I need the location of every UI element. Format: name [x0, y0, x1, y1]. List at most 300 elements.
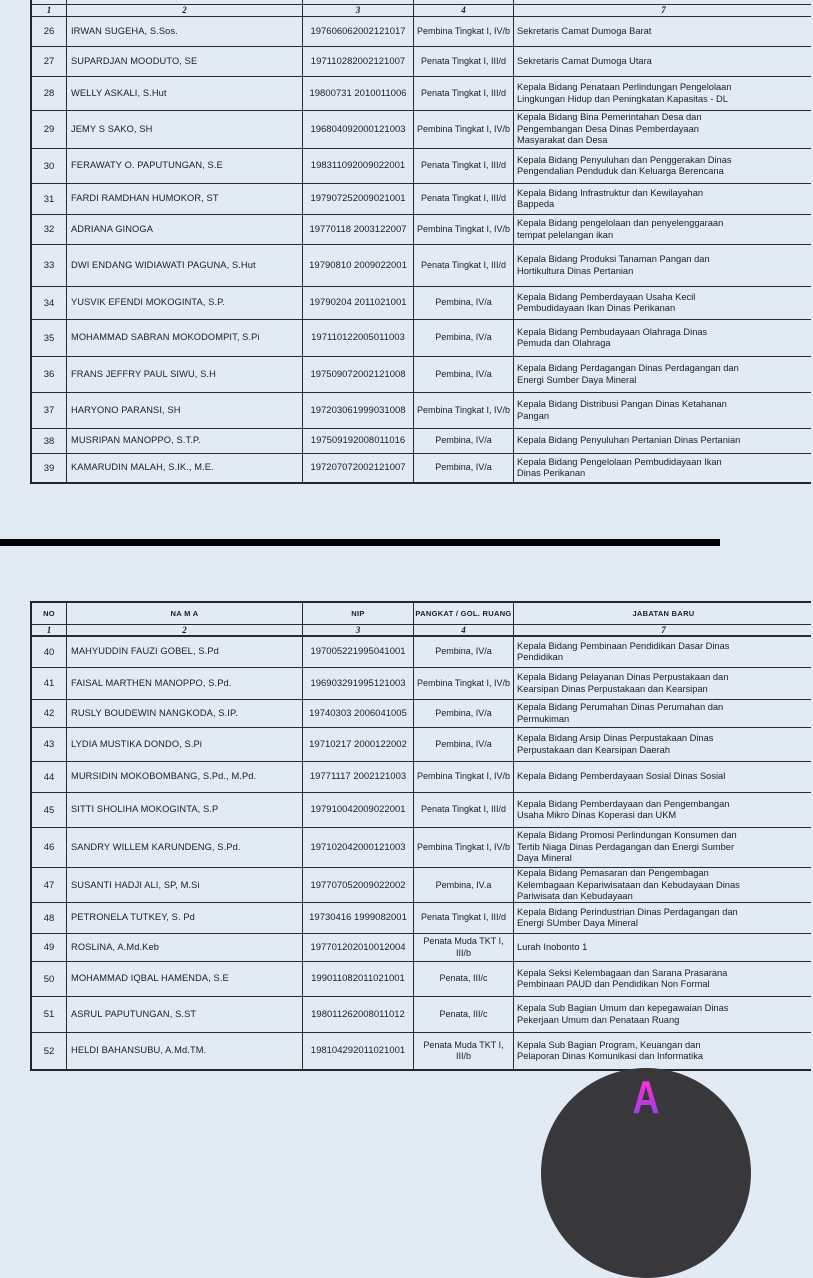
nip-number: 19730416 1999082001 [309, 912, 407, 924]
cell-name [66, 668, 302, 699]
column-header: NA M A [66, 603, 302, 624]
nip-number: 198104292011021001 [310, 1045, 406, 1057]
column-number: 1 [46, 5, 52, 15]
column-number: 7 [513, 625, 813, 635]
cell-position [513, 793, 813, 827]
cell-no: 49 [43, 942, 55, 953]
table-row [32, 934, 811, 962]
nip-number: 197701202010012004 [310, 941, 406, 953]
text-line: Pembina, IV/a [435, 435, 492, 446]
cell-name [66, 47, 302, 76]
nip-number: 198011262008011012 [311, 1008, 405, 1020]
text-line: III/b [455, 1051, 471, 1061]
cell-rank [413, 149, 513, 183]
column-number: 3 [302, 625, 413, 635]
cell-nip [302, 868, 413, 903]
cell-rank [413, 793, 513, 827]
cell-position [513, 934, 813, 961]
text-line: Masyarakat dan Desa [517, 135, 608, 146]
text-line: Kepala Bidang Penyuluhan dan Penggerakan Dinas [517, 154, 732, 165]
cell-position [513, 393, 813, 428]
column-number: 3 [302, 5, 413, 16]
cell-position [513, 637, 813, 667]
person-name: FERAWATY O. PAPUTUNGAN, S.E [71, 160, 223, 171]
cell-nip [302, 17, 413, 46]
cell-name [66, 215, 302, 244]
table-row [32, 77, 811, 111]
text-line: Kepala Bidang Pemberdayaan Sosial Dinas Sosial [517, 771, 726, 782]
cell-rank [413, 962, 513, 996]
cell-name [66, 762, 302, 792]
cell-nip [302, 728, 413, 761]
cell-rank [413, 700, 513, 727]
text-line: III/b [455, 947, 471, 958]
text-line: Pembina, IV/a [435, 297, 492, 308]
cell-no: 26 [43, 26, 55, 37]
person-name: SUSANTI HADJI ALI, SP, M.Si [71, 879, 200, 890]
cell-no: 39 [43, 462, 55, 474]
text-line: Lingkungan Hidup dan Peningkatan Kapasitas - DL [517, 93, 728, 104]
cell-nip [302, 111, 413, 148]
cell-nip [302, 149, 413, 183]
person-name: PETRONELA TUTKEY, S. Pd [71, 912, 195, 923]
cell-no: 34 [43, 297, 55, 309]
text-line: Permukiman [517, 713, 570, 724]
table-row [32, 47, 811, 77]
header-row [32, 603, 811, 625]
cell-nip [302, 393, 413, 428]
cell-rank [413, 47, 513, 76]
cell-position [513, 77, 813, 110]
cell-rank [413, 77, 513, 110]
text-line: Energi SUmber Daya Mineral [517, 918, 638, 928]
text-line: Kepala Bidang Distribusi Pangan Dinas Ketahanan [517, 399, 727, 409]
cell-rank [413, 668, 513, 699]
cell-nip [302, 762, 413, 792]
table-row [32, 637, 811, 668]
assistant-a-icon: A [560, 1074, 732, 1120]
cell-no: 42 [43, 708, 55, 719]
cell-rank [413, 245, 513, 286]
table-row [32, 793, 811, 828]
nip-number: 197005221995041001 [310, 646, 406, 658]
cell-nip [302, 700, 413, 727]
column-number-row [32, 625, 811, 637]
cell-no: 47 [43, 879, 55, 891]
nip-number: 198311092009022001 [310, 160, 406, 172]
table-row [32, 728, 811, 762]
cell-nip [302, 1033, 413, 1069]
cell-no: 48 [43, 912, 55, 924]
cell-name [66, 77, 302, 110]
cell-position [513, 828, 813, 867]
nip-number: 19790810 2009022001 [309, 259, 407, 271]
cell-no: 35 [43, 332, 55, 344]
text-line: Kepala Sub Bagian Umum dan kepegawaian Dinas [517, 1003, 729, 1013]
cell-rank [413, 728, 513, 761]
nip-number: 196804092000121003 [310, 123, 406, 135]
person-name: SUPARDJAN MOODUTO, SE [71, 55, 198, 66]
assistant-logo-button[interactable] [541, 1068, 751, 1278]
column-number: 1 [46, 624, 52, 635]
column-number-row [32, 5, 811, 17]
table-row [32, 1033, 811, 1069]
person-name: LYDIA MUSTIKA DONDO, S.Pi [71, 738, 202, 749]
nip-number: 196903291995121003 [310, 677, 406, 689]
person-name: KAMARUDIN MALAH, S.IK., M.E. [71, 462, 214, 473]
person-name: ADRIANA GINOGA [71, 223, 153, 234]
text-line: Pangan [517, 410, 550, 421]
header-cell [32, 0, 66, 4]
table-row [32, 17, 811, 47]
nip-number: 19770118 2003122007 [309, 223, 407, 235]
cell-rank [413, 934, 513, 961]
text-line: Sekretaris Camat Dumoga Barat [517, 25, 652, 36]
text-line: Kepala Bidang Promosi Perlindungan Konsumen dan [517, 830, 737, 841]
text-line: tempat pelelangan ikan [517, 229, 614, 240]
cell-nip [302, 962, 413, 996]
lower-personnel-table [30, 601, 811, 1071]
text-line: Kepala Bidang Pemasaran dan Pengembagan [517, 868, 709, 878]
text-line: Kepala Bidang Infrastruktur dan Kewilayahan [517, 187, 704, 198]
cell-name [66, 700, 302, 727]
text-line: Pemuda dan Olahraga [517, 338, 611, 348]
cell-nip [302, 637, 413, 667]
column-number: 4 [413, 625, 513, 635]
person-name: MAHYUDDIN FAUZI GOBEL, S.Pd [71, 646, 219, 657]
text-line: Kepala Bidang Perindustrian Dinas Perdagangan dan [517, 906, 738, 917]
cell-nip [302, 215, 413, 244]
cell-position [513, 149, 813, 183]
cell-rank [413, 393, 513, 428]
text-line: Pembina Tingkat I, IV/b [416, 25, 511, 36]
cell-nip [302, 997, 413, 1032]
cell-rank [413, 903, 513, 933]
text-line: Pembina, IV/a [435, 646, 492, 657]
header-cell [513, 0, 813, 4]
text-line: Usaha Mikro Dinas Koperasi dan UKM [517, 810, 677, 820]
cell-rank [413, 215, 513, 244]
person-name: IRWAN SUGEHA, S.Sos. [71, 25, 178, 36]
text-line: Pembina, IV/a [435, 462, 492, 473]
cell-name [66, 637, 302, 667]
cell-position [513, 762, 813, 792]
cell-rank [413, 637, 513, 667]
text-line: Pembina, IV.a [435, 879, 492, 890]
cell-no: 31 [43, 193, 55, 205]
nip-number: 197606062002121017 [310, 25, 406, 37]
cell-no: 51 [43, 1009, 55, 1020]
page-divider [0, 539, 720, 546]
column-header: PANGKAT / GOL. RUANG [413, 603, 513, 624]
text-line: Penata Tingkat I, III/d [420, 193, 507, 204]
text-line: Bappeda [517, 199, 555, 209]
text-line: Penata, III/c [439, 1008, 488, 1019]
nip-number: 197509192008011016 [310, 435, 406, 447]
text-line: Penata Tingkat I, III/d [420, 804, 507, 815]
cell-position [513, 47, 813, 76]
cell-nip [302, 454, 413, 482]
person-name: MURSIDIN MOKOBOMBANG, S.Pd., M.Pd. [71, 771, 257, 782]
column-header: NO [43, 609, 55, 618]
cell-position [513, 17, 813, 46]
text-line: Pembina, IV/a [435, 332, 492, 343]
cell-position [513, 245, 813, 286]
cell-name [66, 17, 302, 46]
cell-nip [302, 245, 413, 286]
text-line: Pembina, IV/a [435, 738, 492, 749]
cell-nip [302, 828, 413, 867]
cell-no: 32 [43, 224, 55, 235]
table-row [32, 903, 811, 934]
nip-number: 19740303 2006041005 [309, 707, 407, 719]
cell-no: 46 [43, 842, 55, 853]
cell-nip [302, 357, 413, 392]
text-line: Pembinaan PAUD dan Pendidikan Non Formal [517, 979, 710, 989]
cell-position [513, 215, 813, 244]
cell-no: 30 [43, 160, 55, 172]
nip-number: 197203061999031008 [310, 404, 406, 416]
table-row [32, 962, 811, 997]
person-name: MOHAMMAD IQBAL HAMENDA, S.E [71, 973, 229, 984]
cell-name [66, 454, 302, 482]
nip-number: 197509072002121008 [310, 368, 406, 380]
cell-no: 36 [43, 369, 55, 380]
cell-nip [302, 668, 413, 699]
cell-name [66, 934, 302, 961]
cell-position [513, 728, 813, 761]
person-name: SANDRY WILLEM KARUNDENG, S.Pd. [71, 841, 241, 852]
person-name: WELLY ASKALI, S.Hut [71, 87, 167, 98]
person-name: FRANS JEFFRY PAUL SIWU, S.H [71, 368, 216, 379]
upper-personnel-table [30, 0, 811, 484]
person-name: FAISAL MARTHEN MANOPPO, S.Pd. [71, 677, 232, 688]
cell-nip [302, 320, 413, 356]
column-header: NIP [302, 603, 413, 624]
cell-rank [413, 111, 513, 148]
nip-number: 197907252009021001 [310, 193, 406, 205]
nip-number: 197110282002121007 [310, 55, 406, 67]
text-line: Penata Tingkat I, III/d [420, 55, 507, 66]
cell-position [513, 868, 813, 903]
nip-number: 197707052009022002 [310, 879, 406, 891]
cell-no: 52 [43, 1045, 55, 1057]
text-line: Kepala Bidang Perumahan Dinas Perumahan dan [517, 702, 724, 712]
cell-rank [413, 429, 513, 453]
nip-number: 199011082011021001 [311, 973, 405, 985]
cell-name [66, 728, 302, 761]
nip-number: 19790204 2011021001 [309, 297, 407, 309]
text-line: Pekerjaan Umum dan Penataan Ruang [517, 1014, 680, 1025]
cell-rank [413, 17, 513, 46]
cell-nip [302, 903, 413, 933]
text-line: Penata Muda TKT I, [423, 936, 504, 946]
text-line: Tertib Niaga Dinas Perdagangan dan Energi Sumber [517, 841, 735, 852]
cell-no: 33 [43, 260, 55, 271]
text-line: Pembina Tingkat I, IV/b [416, 404, 511, 415]
cell-name [66, 287, 302, 319]
cell-rank [413, 320, 513, 356]
text-line: Dinas Perikanan [517, 468, 586, 478]
nip-number: 19771117 2002121003 [309, 771, 407, 783]
text-line: Pembina Tingkat I, IV/b [416, 123, 511, 134]
cell-no: 37 [43, 405, 55, 416]
header-cell [413, 0, 513, 4]
cell-rank [413, 1033, 513, 1069]
table-row [32, 393, 811, 429]
text-line: Daya Mineral [517, 853, 572, 864]
cell-nip [302, 793, 413, 827]
cell-no: 38 [43, 435, 55, 447]
text-line: Kepala Bidang Perdagangan Dinas Perdagangan dan [517, 363, 739, 373]
person-name: YUSVIK EFENDI MOKOGINTA, S.P. [71, 297, 225, 308]
cell-position [513, 320, 813, 356]
nip-number: 197910042009022001 [310, 804, 406, 816]
text-line: Kepala Bidang Pengelolaan Pembudidayaan Ikan [517, 456, 722, 467]
cell-position [513, 668, 813, 699]
text-line: Penata Tingkat I, III/d [420, 160, 507, 171]
text-line: Kepala Bidang Pembudayaan Olahraga Dinas [517, 326, 708, 337]
cell-position [513, 429, 813, 453]
text-line: Penata Tingkat I, III/d [420, 912, 507, 923]
cell-no: 40 [43, 646, 55, 658]
cell-nip [302, 47, 413, 76]
column-header: JABATAN BARU [513, 603, 813, 624]
cell-name [66, 149, 302, 183]
person-name: SITTI SHOLIHA MOKOGINTA, S.P [71, 804, 219, 815]
text-line: Kepala Sub Bagian Program, Keuangan dan [517, 1039, 701, 1050]
table-row [32, 320, 811, 357]
table-row [32, 454, 811, 482]
cell-position [513, 454, 813, 482]
cell-position [513, 111, 813, 148]
text-line: Sekretaris Camat Dumoga Utara [517, 55, 652, 66]
text-line: Kepala Bidang Penataan Perlindungan Pengelolaan [517, 82, 732, 92]
person-name: RUSLY BOUDEWIN NANGKODA, S.IP. [71, 707, 238, 718]
cell-nip [302, 287, 413, 319]
cell-no: 50 [43, 973, 55, 985]
text-line: Kepala Bidang Pemberdayaan dan Pengembangan [517, 798, 730, 809]
cell-no: 28 [43, 88, 55, 99]
text-line: Pengendalian Penduduk dan Keluarga Berencana [517, 166, 724, 176]
person-name: MOHAMMAD SABRAN MOKODOMPIT, S.Pi [71, 332, 260, 343]
cell-rank [413, 762, 513, 792]
text-line: Kepala Bidang pengelolaan dan penyelenggaraan [517, 218, 724, 228]
cell-nip [302, 429, 413, 453]
table-row [32, 245, 811, 287]
person-name: DWI ENDANG WIDIAWATI PAGUNA, S.Hut [71, 259, 256, 270]
person-name: FARDI RAMDHAN HUMOKOR, ST [71, 193, 219, 204]
text-line: Penata Tingkat I, III/d [420, 87, 507, 98]
text-line: Kepala Seksi Kelembagaan dan Sarana Prasarana [517, 967, 728, 978]
cell-position [513, 700, 813, 727]
cell-no: 44 [43, 771, 55, 783]
cell-nip [302, 184, 413, 214]
person-name: ASRUL PAPUTUNGAN, S.ST [71, 1008, 197, 1019]
text-line: Pembudidayaan Ikan Dinas Perikanan [517, 303, 676, 313]
text-line: Kelembagaan Kepariwisataan dan Kebudayaan Dinas [517, 879, 740, 890]
column-number: 2 [66, 5, 302, 16]
table-row [32, 762, 811, 793]
cell-name [66, 868, 302, 903]
table-row [32, 357, 811, 393]
person-name: HARYONO PARANSI, SH [71, 404, 181, 415]
cell-position [513, 184, 813, 214]
nip-number: 19800731 2010011006 [309, 87, 407, 99]
text-line: Pembina Tingkat I, IV/b [416, 223, 511, 234]
table-row [32, 111, 811, 149]
cell-no: 43 [43, 739, 55, 750]
cell-position [513, 997, 813, 1032]
table-row [32, 828, 811, 868]
cell-name [66, 997, 302, 1032]
column-number: 2 [66, 625, 302, 635]
nip-number: 197102042000121003 [310, 841, 406, 853]
table-row [32, 668, 811, 700]
cell-nip [302, 77, 413, 110]
cell-rank [413, 454, 513, 482]
cell-rank [413, 828, 513, 867]
text-line: Pelaporan Dinas Komunikasi dan Informatika [517, 1051, 704, 1061]
table-row [32, 429, 811, 454]
text-line: Lurah Inobonto 1 [517, 941, 588, 952]
cell-rank [413, 357, 513, 392]
table-row [32, 997, 811, 1033]
table-row [32, 287, 811, 320]
text-line: Kepala Bidang Produksi Tanaman Pangan dan [517, 254, 710, 264]
column-number: 4 [413, 5, 513, 16]
cell-no: 45 [43, 804, 55, 816]
text-line: Pembina, IV/a [435, 707, 492, 718]
nip-number: 197110122005011003 [311, 332, 405, 344]
text-line: Kearsipan Dinas Perpustakaan dan Kearsipan [517, 683, 708, 694]
text-line: Pembina, IV/a [435, 368, 492, 379]
text-line: Kepala Bidang Pembinaan Pendidikan Dasar Dinas [517, 640, 730, 651]
cell-name [66, 962, 302, 996]
person-name: MUSRIPAN MANOPPO, S.T.P. [71, 435, 201, 446]
text-line: Hortikultura Dinas Pertanian [517, 265, 634, 276]
text-line: Kepala Bidang Arsip Dinas Perpustakaan Dinas [517, 733, 714, 743]
cell-name [66, 393, 302, 428]
cell-position [513, 287, 813, 319]
nip-number: 19710217 2000122002 [309, 738, 407, 750]
text-line: Penata, III/c [439, 973, 488, 984]
cell-name [66, 320, 302, 356]
person-name: ROSLINA, A.Md.Keb [71, 941, 159, 952]
person-name: JEMY S SAKO, SH [71, 123, 153, 134]
text-line: Penata Muda TKT I, [423, 1039, 504, 1050]
text-line: Pembina Tingkat I, IV/b [416, 677, 511, 688]
text-line: Kepala Bidang Penyuluhan Pertanian Dinas Pertanian [517, 435, 741, 446]
cell-name [66, 903, 302, 933]
nip-number: 197207072002121007 [310, 462, 406, 474]
cell-name [66, 793, 302, 827]
column-number: 7 [513, 5, 813, 16]
table-row [32, 868, 811, 903]
text-line: Perpustakaan dan Kearsipan Daerah [517, 744, 670, 755]
cell-no: 27 [43, 56, 55, 67]
cell-name [66, 184, 302, 214]
table-row [32, 149, 811, 184]
cell-rank [413, 997, 513, 1032]
text-line: Energi Sumber Daya Mineral [517, 374, 637, 385]
cell-position [513, 1033, 813, 1069]
cell-rank [413, 868, 513, 903]
text-line: Pembina Tingkat I, IV/b [416, 841, 511, 852]
cell-position [513, 903, 813, 933]
cell-name [66, 245, 302, 286]
text-line: Kepala Bidang Pemberdayaan Usaha Kecil [517, 291, 696, 302]
